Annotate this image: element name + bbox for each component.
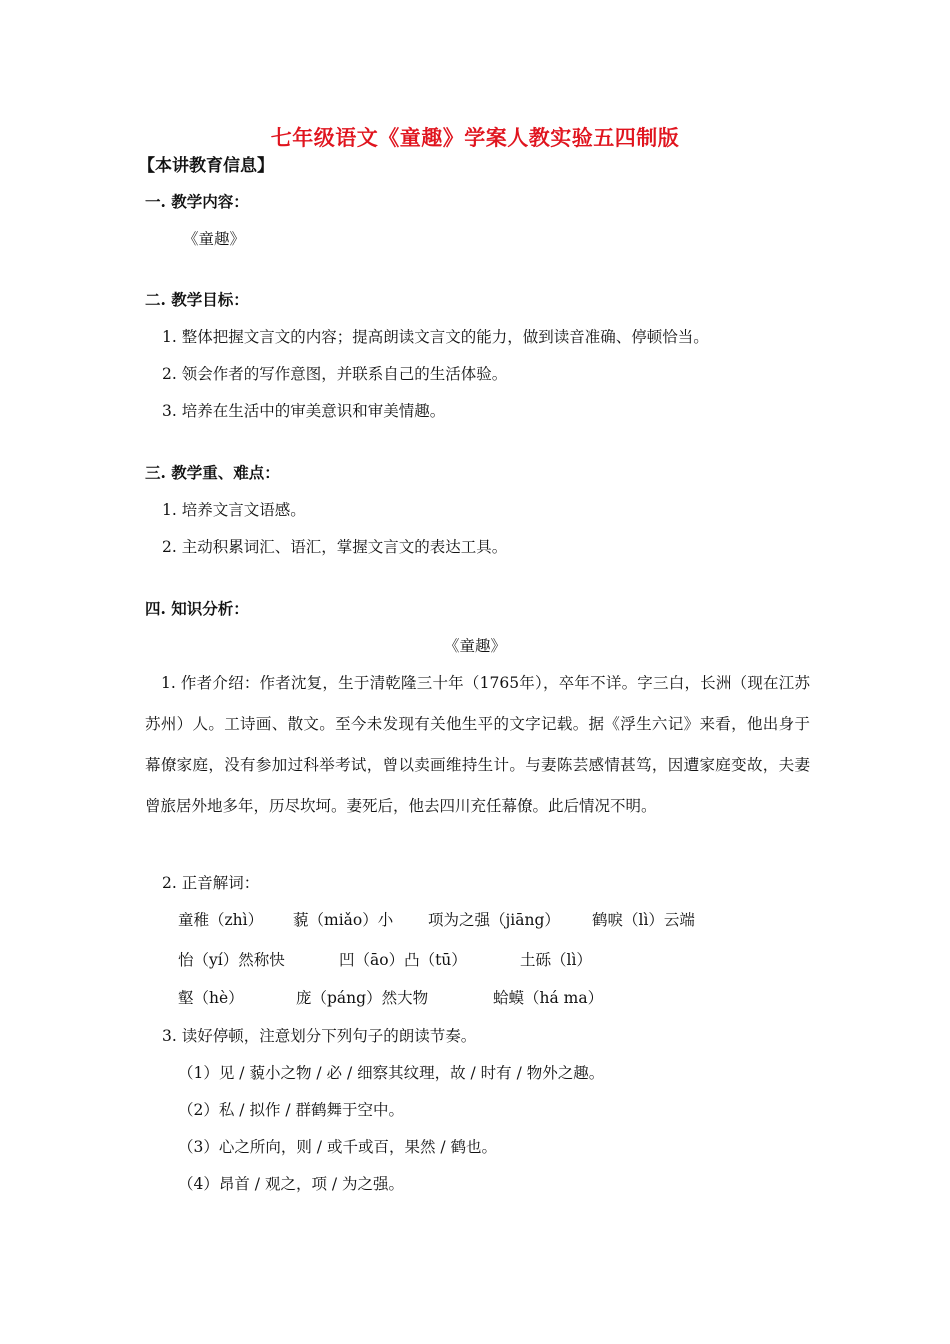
keypoint-item: 2. 主动积累词汇、语汇，掌握文言文的表达工具。 [162, 538, 508, 556]
info-header: 【本讲教育信息】 [138, 156, 274, 176]
pronunciation-word: 蛤蟆（há ma） [493, 989, 604, 1007]
section-goals-heading: 二. 教学目标： [145, 290, 249, 309]
pause-item: （2）私 / 拟作 / 群鹤舞于空中。 [178, 1101, 405, 1119]
pause-item: （4）昂首 / 观之，项 / 为之强。 [178, 1175, 405, 1193]
pronunciation-word: 童稚（zhì） [178, 911, 264, 929]
author-intro-paragraph: 1. 作者介绍：作者沈复，生于清乾隆三十年（1765年），卒年不详。字三白，长洲（现在江苏苏州）人。工诗画、散文。至今未发现有关他生平的文字记载。据《浮生六记》来看，他出身于幕僚家庭，没有参加过科举考试，曾以卖画维持生计。与妻陈芸感情甚笃，因遭家庭变故，夫妻曾旅居外地多年，历尽坎坷。妻死后，他去四川充任幕僚。此后情况不明。 [145, 674, 810, 815]
analysis-subtitle: 《童趣》 [443, 637, 506, 655]
goal-item: 1. 整体把握文言文的内容；提高朗读文言文的能力，做到读音准确、停顿恰当。 [162, 328, 709, 346]
pronunciation-word: 藐（miǎo）小 [293, 911, 394, 929]
section-content-text: 《童趣》 [183, 230, 246, 248]
pronunciation-word: 庞（páng）然大物 [296, 989, 429, 1007]
goal-item: 3. 培养在生活中的审美意识和审美情趣。 [162, 402, 446, 420]
document-title: 七年级语文《童趣》学案人教实验五四制版 [270, 125, 680, 150]
pronunciation-word: 鹤唳（lì）云端 [592, 911, 695, 929]
pronunciation-word: 凹（āo）凸（tū） [339, 951, 467, 969]
pronunciation-word: 土砾（lì） [520, 951, 592, 969]
pronunciation-word: 怡（yí）然称快 [178, 951, 285, 969]
pause-item: （1）见 / 藐小之物 / 必 / 细察其纹理，故 / 时有 / 物外之趣。 [178, 1064, 605, 1082]
pause-heading: 3. 读好停顿，注意划分下列句子的朗读节奏。 [162, 1027, 477, 1045]
section-analysis-heading: 四. 知识分析： [145, 599, 249, 618]
section-content-heading: 一. 教学内容： [145, 192, 249, 211]
pause-item: （3）心之所向，则 / 或千或百，果然 / 鹤也。 [178, 1138, 498, 1156]
goal-item: 2. 领会作者的写作意图，并联系自己的生活体验。 [162, 365, 508, 383]
pronunciation-word: 项为之强（jiāng） [428, 911, 560, 929]
pronunciation-heading: 2. 正音解词： [162, 874, 260, 892]
section-keypoints-heading: 三. 教学重、难点： [145, 463, 280, 482]
keypoint-item: 1. 培养文言文语感。 [162, 501, 306, 519]
pronunciation-word: 壑（hè） [178, 989, 244, 1007]
